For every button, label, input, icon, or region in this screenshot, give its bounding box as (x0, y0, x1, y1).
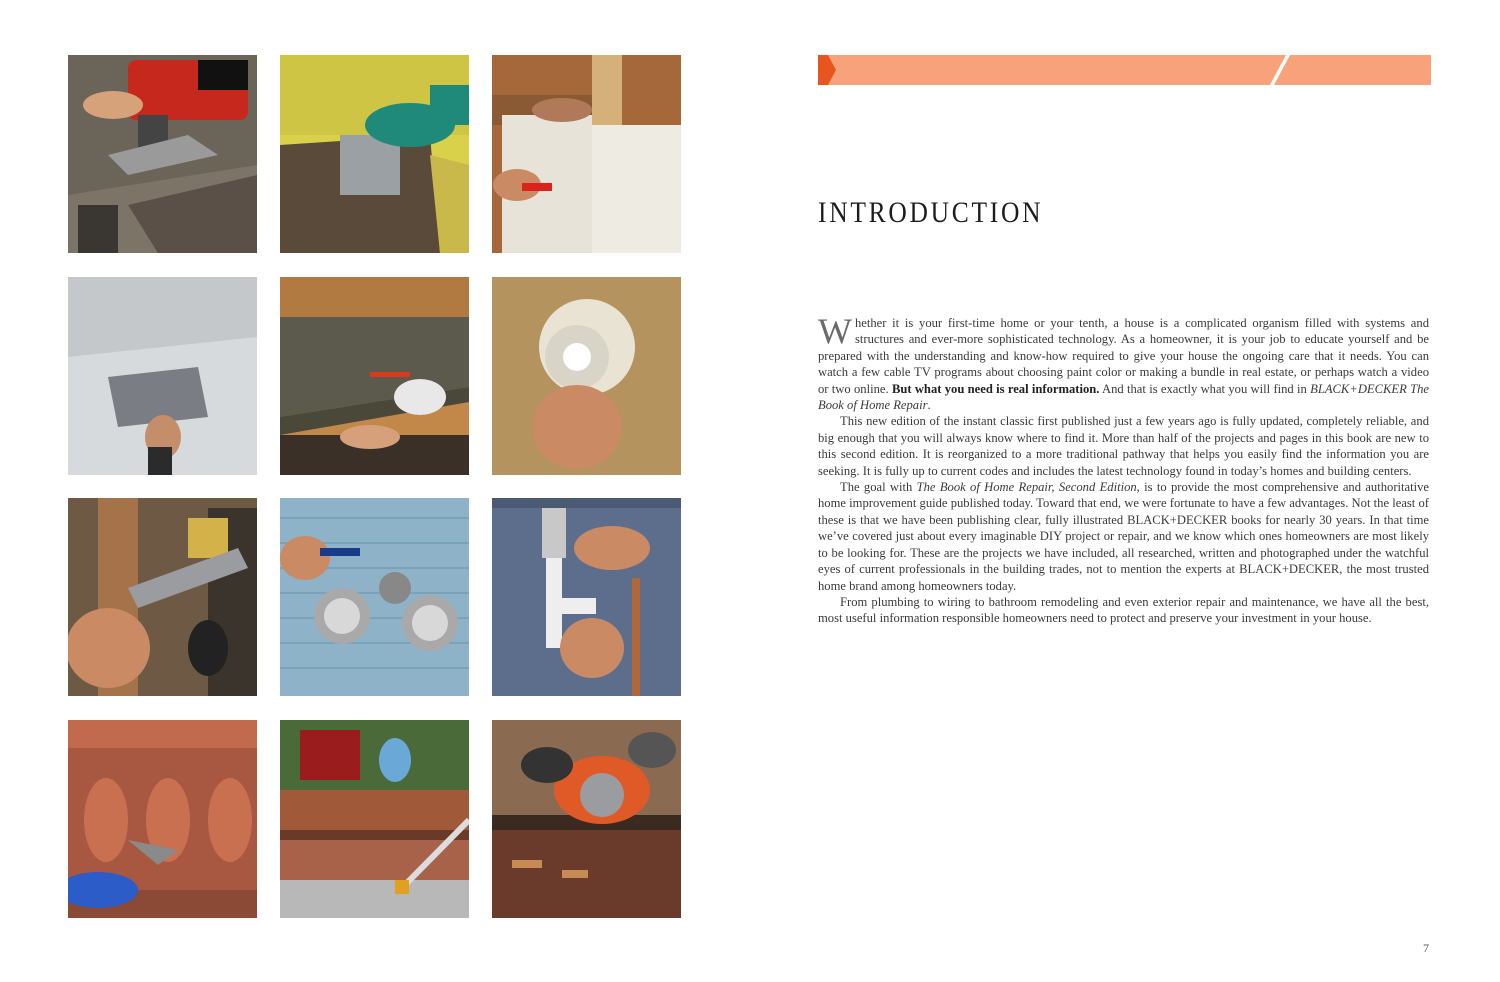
laminate-countertop-router-photo (280, 277, 469, 475)
baluster-repair-photo (68, 720, 257, 918)
intro-text (818, 311, 1429, 627)
intro-paragraph: From plumbing to wiring to bathroom remodeling and even exterior repair and maintenance, we have all the best, most useful information responsible homeowners need to protect and preserve your investment in your house. (818, 594, 1429, 626)
motion-floodlight-install-photo (280, 498, 469, 696)
trowel-tile-adhesive-photo (280, 55, 469, 253)
page-number: 7 (1423, 941, 1429, 955)
wrench-gas-valve-photo (68, 498, 257, 696)
pressure-washing-steps-photo (280, 720, 469, 918)
circular-saw-decking-photo (492, 720, 681, 918)
page-title: INTRODUCTION (818, 196, 1044, 229)
thermostat-install-photo (492, 277, 681, 475)
intro-paragraph: Whether it is your first-time home or your tenth, a house is a complicated organism filled with systems and structures and ever-more sophisticated technology. As a homeowner, it is your job to educate yourself and be prepared with the understanding and know-how required to give your house the ongoing care that it needs. You can watch a few cable TV programs about choosing paint color or making a bundle in real estate, or perhaps watch a video or two online. But what you need is real information. And that is exactly what you will find in BLACK+DECKER The Book of Home Repair. (818, 311, 1429, 413)
intro-paragraph: This new edition of the instant classic first published just a few years ago is fully updated, completely reliable, and big enough that you will always know where to find it. More than half of the projects and pages in this book are new to this second edition. It is reorganized to a more traditional pathway that helps you easily find the information you are seeking. It is fully up to current codes and includes the latest technology found in today’s homes and building centers. (818, 414, 1429, 478)
drop-cap: W (818, 311, 852, 351)
drywall-taping-knife-photo (68, 277, 257, 475)
jigsaw-cutting-countertop-photo (68, 55, 257, 253)
drywall-cutting-photo (492, 55, 681, 253)
intro-paragraph: The goal with The Book of Home Repair, Second Edition, is to provide the most comprehensive and authoritative home improvement guide published today. Toward that end, we were fortunate to have a few advantages. Not the least of these is that we have been publishing clear, fully illustrated BLACK+DECKER books for nearly 30 years. In that time we’ve covered just about every imaginable DIY project or repair, and we know which ones homeowners are most likely to be looking for. These are the projects we have included, all researched, written and photographed under the watchful eyes of current professionals in the building trades, not to mention the experts at BLACK+DECKER, the most trusted home brand among homeowners today. (818, 480, 1429, 593)
section-header-banner (818, 55, 1431, 85)
sink-drain-trap-photo (492, 498, 681, 696)
